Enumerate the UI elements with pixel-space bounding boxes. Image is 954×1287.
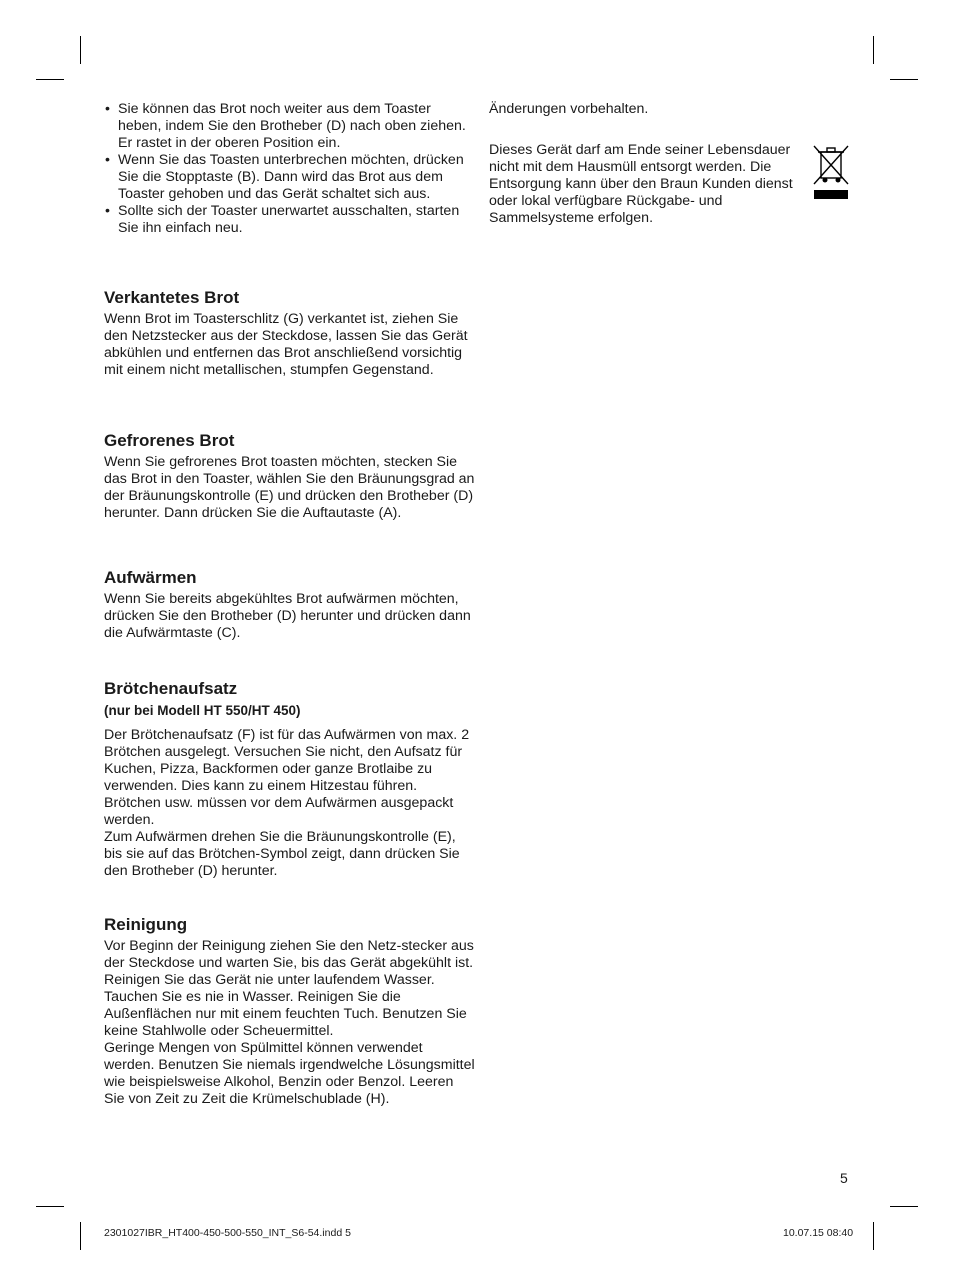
right-column — [489, 101, 799, 227]
section-reinigung — [104, 915, 476, 1108]
crop-mark-top-left-h — [36, 79, 64, 80]
section-subtitle: (nur bei Modell HT 550/HT 450) — [104, 703, 301, 718]
section-title: Reinigung — [104, 915, 188, 934]
bullet-list-block — [104, 101, 474, 237]
section-gefrorenes-brot — [104, 431, 476, 522]
section-text: Zum Aufwärmen drehen Sie die Bräunungskontrolle (E), bis sie auf das Brötchen-Symbol zeigt, dann drücken Sie den Brotheber (D) herunter. — [104, 829, 460, 879]
section-text: Der Brötchenaufsatz (F) ist für das Aufwärmen von max. 2 Brötchen ausgelegt. Versuchen Sie nicht, den Aufsatz für Kuchen, Pizza, Backformen oder ganze Brotlaibe zu verwenden. Dies kann zu einem Hitzestau führen. Brötchen usw. müssen vor dem Aufwärmen ausgepackt werden. — [104, 727, 470, 828]
crop-mark-bottom-left-v — [80, 1222, 81, 1250]
crop-mark-top-left-v — [80, 36, 81, 64]
section-broetchenaufsatz — [104, 679, 476, 880]
section-title: Gefrorenes Brot — [104, 431, 235, 450]
section-title: Aufwärmen — [104, 568, 197, 587]
list-item: • Sollte sich der Toaster unerwartet ausschalten, starten Sie ihn einfach neu. — [105, 203, 460, 236]
section-text: Geringe Mengen von Spülmittel können verwendet werden. Benutzen Sie niemals irgendwelche Lösungsmittel wie beispielsweise Alkohol, Benzin oder Benzol. Leeren Sie von Zeit zu Zeit die Krümelschublade (H). — [104, 1040, 475, 1107]
footer-file-info: 2301027IBR_HT400-450-500-550_INT_S6-54.indd 5 — [104, 1227, 351, 1239]
section-text: Vor Beginn der Reinigung ziehen Sie den Netz-stecker aus der Steckdose und warten Sie, bis das Gerät abgekühlt ist. Reinigen Sie das Gerät nie unter laufendem Wasser. Tauchen Sie es nie in Wasser. Reinigen Sie die Außenflächen nur mit einem feuchten Tuch. Benutzen Sie keine Stahlwolle oder Scheuermittel. — [104, 938, 474, 1039]
section-text: Wenn Brot im Toasterschlitz (G) verkantet ist, ziehen Sie den Netzstecker aus der Steckdose, lassen Sie das Gerät abkühlen und entfernen das Brot anschließend vorsichtig mit einem nicht metallischen, stumpfen Gegenstand. — [104, 311, 468, 378]
crop-mark-bottom-right-v — [873, 1222, 874, 1250]
crop-mark-top-right-h — [890, 79, 918, 80]
crop-mark-bottom-right-h — [890, 1206, 918, 1207]
list-item: • Sie können das Brot noch weiter aus dem Toaster heben, indem Sie den Brotheber (D) nach oben ziehen. Er rastet in der oberen Position ein. — [105, 101, 466, 151]
page-number: 5 — [840, 1170, 848, 1186]
crop-mark-bottom-left-h — [36, 1206, 64, 1207]
section-title: Verkantetes Brot — [104, 288, 240, 307]
section-title: Brötchenaufsatz — [104, 679, 238, 698]
disposal-note: Dieses Gerät darf am Ende seiner Lebensdauer nicht mit dem Hausmüll entsorgt werden. Die Entsorgung kann über den Braun Kunden dienst oder lokal verfügbare Rückgabe- und Sammelsysteme erfolgen. — [489, 142, 793, 226]
bullet-list — [104, 101, 474, 237]
section-verkantetes-brot — [104, 288, 476, 379]
footer-date: 10.07.15 08:40 — [783, 1227, 854, 1239]
list-item: • Wenn Sie das Toasten unterbrechen möchten, drücken Sie die Stopptaste (B). Dann wird das Brot aus dem Toaster gehoben und das Gerät schaltet sich aus. — [105, 152, 464, 202]
section-aufwaermen — [104, 568, 476, 642]
crossed-out-wheelie-bin-icon — [812, 144, 850, 200]
section-text: Wenn Sie gefrorenes Brot toasten möchten, stecken Sie das Brot in den Toaster, wählen Sie den Bräunungsgrad an der Bräunungskontrolle (E) und drücken den Brotheber (D) herunter. Dann drücken Sie die Auftautaste (A). — [104, 454, 475, 521]
crop-mark-top-right-v — [873, 36, 874, 64]
changes-note: Änderungen vorbehalten. — [489, 101, 649, 117]
section-text: Wenn Sie bereits abgekühltes Brot aufwärmen möchten, drücken Sie den Brotheber (D) herunter und drücken dann die Aufwärmtaste (C). — [104, 591, 471, 641]
